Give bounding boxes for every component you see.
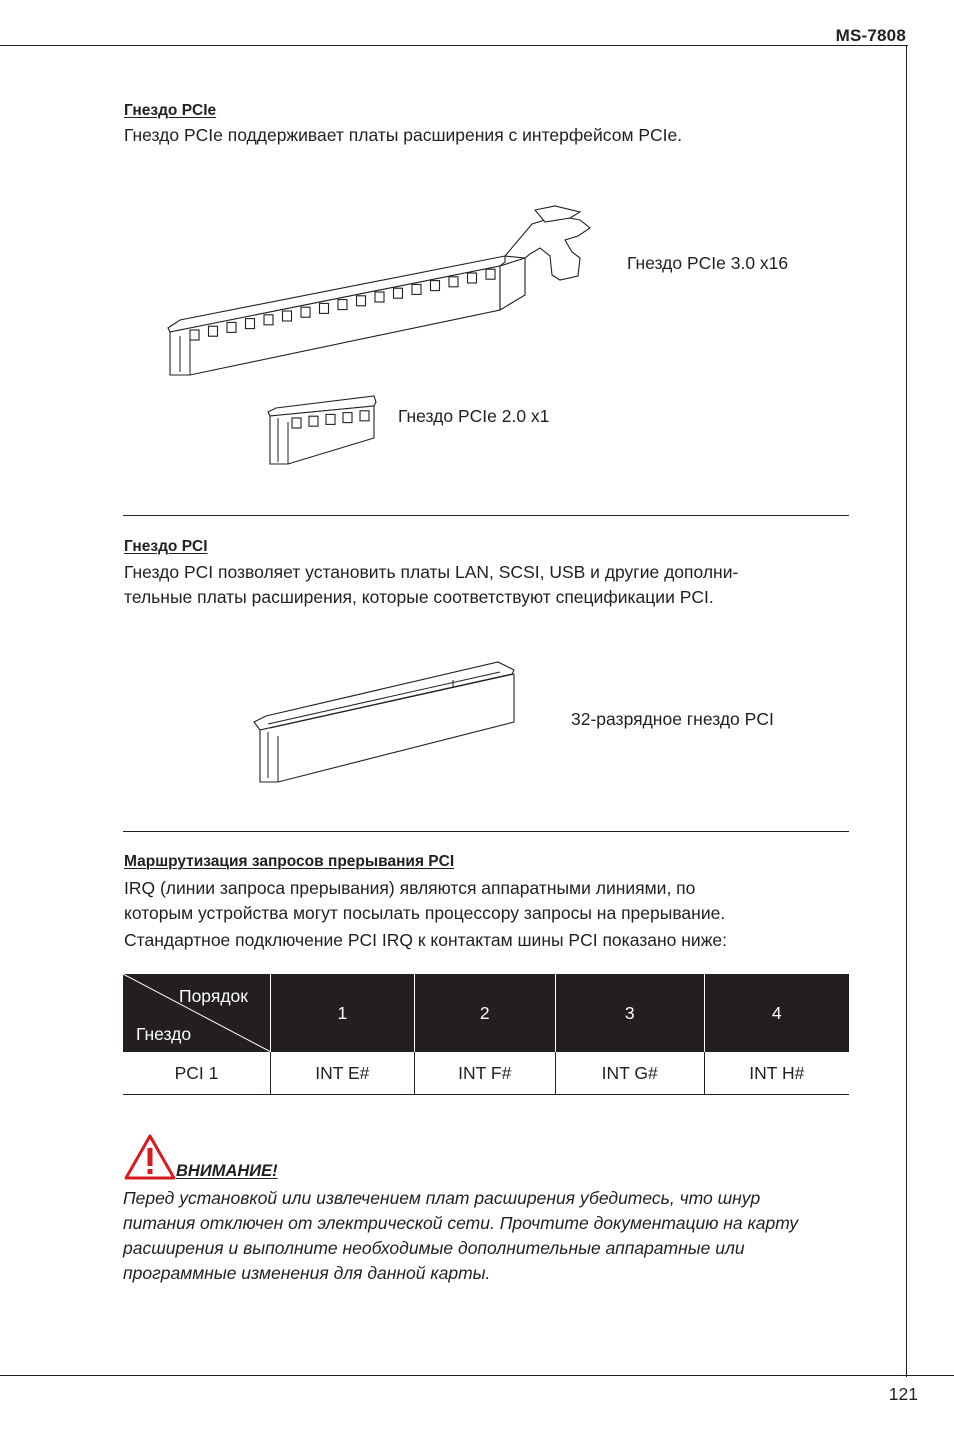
slot-pin <box>190 330 199 340</box>
table-cell: INT H# <box>704 1052 849 1095</box>
pcie-description: Гнездо PCIe поддерживает платы расширения с интерфейсом PCIe. <box>124 125 683 145</box>
table-row <box>123 1052 849 1095</box>
slot-pin <box>283 311 292 321</box>
slot-pin <box>449 277 458 287</box>
irq-heading: Маршрутизация запросов прерывания PCI <box>124 853 455 870</box>
slot-pin <box>360 411 369 421</box>
slot-pin <box>394 288 403 298</box>
header-rule <box>0 45 908 46</box>
column-header: 3 <box>555 974 704 1052</box>
pci-32bit-slot-illustration <box>248 652 523 787</box>
caution-text-line-4: программные изменения для данной карты. <box>123 1263 491 1283</box>
slot-pin <box>320 303 329 313</box>
slot-pin <box>431 281 440 291</box>
slot-pin <box>326 414 335 424</box>
slot-pin <box>375 292 384 302</box>
corner-order-label: Порядок <box>179 986 248 1006</box>
slot-pin <box>309 416 318 426</box>
irq-description-line-3: Стандартное подключение PCI IRQ к контактам шины PCI показано ниже: <box>124 930 727 950</box>
pcie-heading: Гнездо PCIe <box>124 102 217 119</box>
slot-pin <box>301 307 310 317</box>
page-number: 121 <box>888 1384 918 1404</box>
column-header: 2 <box>414 974 555 1052</box>
slot-pin <box>412 284 421 294</box>
caution-text-line-1: Перед установкой или извлечением плат расширения убедитесь, что шнур <box>123 1188 761 1208</box>
table-corner-cell <box>123 974 271 1052</box>
pcie-x1-label: Гнездо PCIe 2.0 x1 <box>398 406 550 426</box>
caution-text-line-2: питания отключен от электрической сети. Прочтите документацию на карту <box>123 1213 799 1233</box>
caution-text-line-3: расширения и выполните необходимые дополнительные аппаратные или <box>123 1238 745 1258</box>
footer-rule <box>0 1375 954 1376</box>
corner-slot-label: Гнездо <box>136 1024 192 1044</box>
slot-pin <box>264 315 273 325</box>
irq-description-line-1: IRQ (линии запроса прерывания) являются аппаратными линиями, по <box>124 878 696 898</box>
pci-description-line-1: Гнездо PCI позволяет установить платы LAN, SCSI, USB и другие дополни- <box>124 562 739 582</box>
slot-pin <box>338 300 347 310</box>
irq-description-line-2: которым устройства могут посылать процессору запросы на прерывание. <box>124 903 726 923</box>
table-header-row <box>123 974 849 1052</box>
pcie-x1-slot-illustration <box>264 390 384 470</box>
pci-heading: Гнездо PCI <box>124 538 208 555</box>
pci-description-line-2: тельные платы расширения, которые соответствуют спецификации PCI. <box>124 587 714 607</box>
pcie-x16-label: Гнездо PCIe 3.0 x16 <box>627 253 789 273</box>
page-edge-rule <box>906 45 907 1377</box>
section-divider <box>123 515 849 516</box>
slot-pin <box>246 319 255 329</box>
model-label: MS-7808 <box>835 26 906 45</box>
pcie-x16-slot-illustration <box>160 200 620 380</box>
pci-32bit-label: 32-разрядное гнездо PCI <box>571 709 774 729</box>
slot-pin <box>486 269 495 279</box>
slot-pin <box>468 273 477 283</box>
slot-pin <box>292 418 301 428</box>
column-header: 4 <box>704 974 849 1052</box>
table-cell: INT E# <box>271 1052 415 1095</box>
table-cell: INT F# <box>414 1052 555 1095</box>
warning-icon <box>124 1134 176 1180</box>
section-divider <box>123 831 849 832</box>
column-header: 1 <box>271 974 415 1052</box>
slot-pin <box>343 413 352 423</box>
caution-heading: ВНИМАНИЕ! <box>176 1162 278 1180</box>
table-cell: INT G# <box>555 1052 704 1095</box>
slot-pin <box>209 326 218 336</box>
irq-routing-table <box>123 974 849 1095</box>
slot-cell: PCI 1 <box>123 1052 271 1095</box>
slot-pin <box>227 322 236 332</box>
slot-pin <box>357 296 366 306</box>
